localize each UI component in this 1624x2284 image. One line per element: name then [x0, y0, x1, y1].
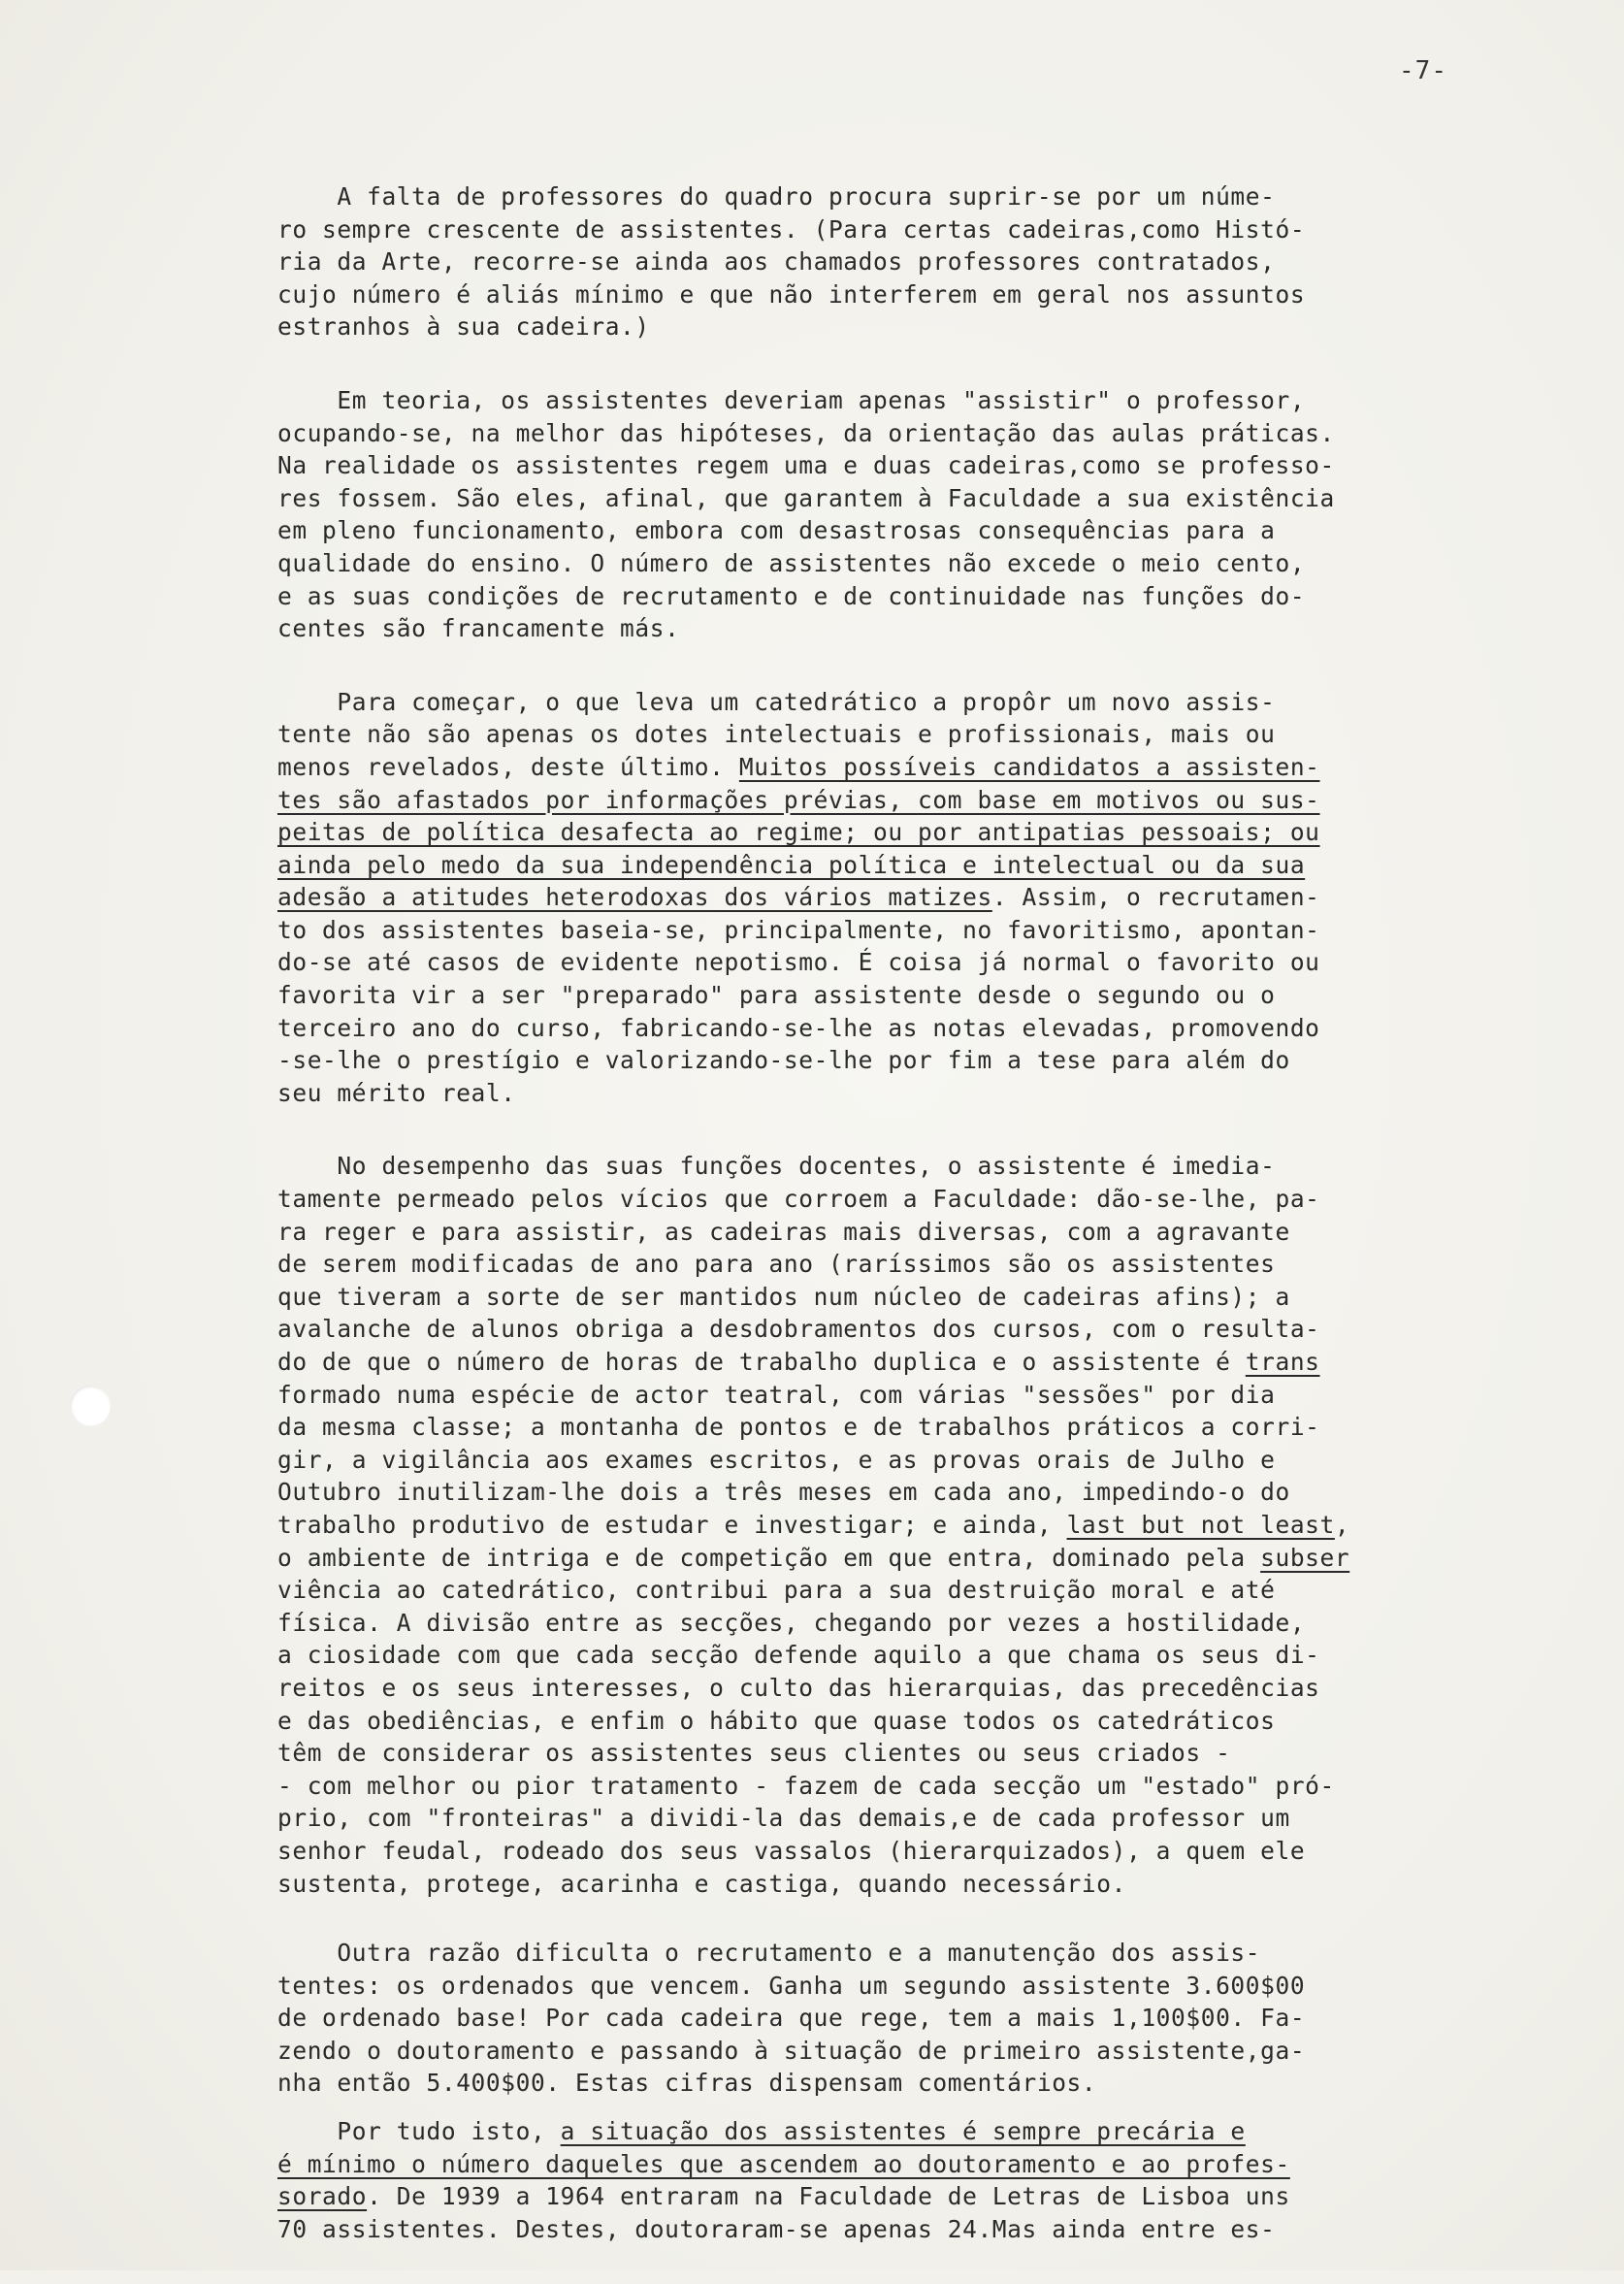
text-segment: . Assim, o recrutamen-	[991, 883, 1320, 912]
text-line	[277, 2115, 1529, 2148]
text-segment: avalanche de alunos obriga a desdobramentos dos cursos, com o resulta-	[277, 1315, 1320, 1344]
punch-hole	[70, 1386, 111, 1426]
underlined-text: tes são afastados por informações prévias, com base em motivos ou sus-	[277, 785, 1320, 814]
text-segment: - com melhor ou pior tratamento - fazem de cada secção um "estado" pró-	[277, 1771, 1335, 1800]
text-segment: to dos assistentes baseia-se, principalmente, no favoritismo, apontan-	[277, 915, 1320, 944]
text-line	[277, 2213, 1529, 2246]
underlined-text: subser	[1260, 1543, 1350, 1572]
text-line	[277, 686, 1529, 719]
underlined-text: é mínimo o número daqueles que ascendem ao doutoramento e ao profes-	[277, 2149, 1290, 2178]
text-line	[277, 1542, 1529, 1575]
text-segment: menos revelados, deste último.	[277, 752, 739, 781]
text-segment: . De 1939 a 1964 entraram na Faculdade de Letras de Lisboa uns	[367, 2182, 1290, 2211]
text-segment: gir, a vigilância aos exames escritos, e as provas orais de Julho e	[277, 1445, 1276, 1474]
underlined-text: trans	[1245, 1348, 1320, 1376]
text-line	[277, 1868, 1529, 1901]
text-line	[277, 245, 1529, 278]
text-line	[277, 2035, 1529, 2068]
text-segment: zendo o doutoramento e passando à situação de primeiro assistente,ga-	[277, 2036, 1306, 2065]
text-line	[277, 2180, 1529, 2213]
text-line	[277, 180, 1529, 213]
text-line	[277, 1737, 1529, 1770]
text-line	[277, 580, 1529, 613]
text-line	[277, 514, 1529, 547]
paragraph	[277, 1937, 1529, 2100]
text-line	[277, 482, 1529, 515]
text-segment: ro sempre crescente de assistentes. (Para certas cadeiras,como Histó-	[277, 214, 1306, 244]
text-segment: reitos e os seus interesses, o culto das hierarquias, das precedências	[277, 1673, 1320, 1702]
text-line	[277, 1509, 1529, 1542]
underlined-text: last but not least	[1066, 1510, 1335, 1539]
text-segment: qualidade do ensino. O número de assistentes não excede o meio cento,	[277, 548, 1306, 577]
text-segment: trabalho produtivo de estudar e investigar; e ainda,	[277, 1510, 1067, 1539]
text-segment: de serem modificadas de ano para ano (raríssimos são os assistentes	[277, 1250, 1276, 1279]
text-line	[277, 1012, 1529, 1045]
paragraph	[277, 180, 1529, 343]
text-line	[277, 1077, 1529, 1110]
text-line	[277, 449, 1529, 482]
text-segment: em pleno funcionamento, embora com desastrosas consequências para a	[277, 516, 1276, 545]
text-line	[277, 1672, 1529, 1705]
text-line	[277, 1937, 1529, 1970]
text-segment: da mesma classe; a montanha de pontos e de trabalhos práticos a corri-	[277, 1413, 1320, 1442]
underlined-text: ainda pelo medo da sua independência política e intelectual ou da sua	[277, 850, 1306, 879]
text-line	[277, 1444, 1529, 1477]
text-segment: que tiveram a sorte de ser mantidos num núcleo de cadeiras afins); a	[277, 1282, 1290, 1311]
text-line	[277, 1476, 1529, 1509]
text-segment: estranhos à sua cadeira.)	[277, 312, 650, 342]
text-line	[277, 1770, 1529, 1803]
text-segment: No desempenho das suas funções docentes, o assistente é imedia-	[277, 1152, 1276, 1181]
text-line	[277, 417, 1529, 450]
text-segment: sustenta, protege, acarinha e castiga, quando necessário.	[277, 1869, 1126, 1898]
text-segment: A falta de professores do quadro procura suprir-se por um núme-	[277, 182, 1276, 211]
text-segment: a ciosidade com que cada secção defende aquilo a que chama os seus di-	[277, 1641, 1320, 1670]
text-segment: Em teoria, os assistentes deveriam apenas "assistir" o professor,	[277, 385, 1306, 414]
text-segment: ria da Arte, recorre-se ainda aos chamados professores contratados,	[277, 247, 1276, 277]
text-line	[277, 2148, 1529, 2181]
underlined-text: peitas de política desafecta ao regime; ou por antipatias pessoais; ou	[277, 818, 1320, 847]
text-line	[277, 1281, 1529, 1314]
text-line	[277, 278, 1529, 311]
text-line	[277, 816, 1529, 849]
text-segment: Outra razão dificulta o recrutamento e a manutenção dos assis-	[277, 1939, 1261, 1968]
text-segment: res fossem. São eles, afinal, que garantem à Faculdade a sua existência	[277, 483, 1335, 512]
text-line	[277, 612, 1529, 645]
text-line	[277, 1705, 1529, 1738]
text-line	[277, 213, 1529, 246]
text-line	[277, 2067, 1529, 2100]
text-line	[277, 1044, 1529, 1077]
text-segment: viência ao catedrático, contribui para a sua destruição moral e até	[277, 1576, 1276, 1605]
text-segment: e das obediências, e enfim o hábito que quase todos os catedráticos	[277, 1706, 1276, 1735]
text-segment: Para começar, o que leva um catedrático a propôr um novo assis-	[277, 687, 1276, 716]
text-line	[277, 1411, 1529, 1444]
text-segment: do-se até casos de evidente nepotismo. É coisa já normal o favorito ou	[277, 948, 1320, 977]
text-segment: ra reger e para assistir, as cadeiras mais diversas, com a agravante	[277, 1217, 1290, 1246]
text-line	[277, 1248, 1529, 1281]
text-line	[277, 310, 1529, 343]
text-segment: terceiro ano do curso, fabricando-se-lhe as notas elevadas, promovendo	[277, 1013, 1320, 1042]
text-segment: tamente permeado pelos vícios que corroem a Faculdade: dão-se-lhe, pa-	[277, 1185, 1320, 1214]
text-line	[277, 718, 1529, 751]
paragraph	[277, 686, 1529, 1110]
paragraph	[277, 2115, 1529, 2245]
text-line	[277, 1607, 1529, 1640]
text-line	[277, 1216, 1529, 1249]
text-line	[277, 1379, 1529, 1412]
text-line	[277, 547, 1529, 580]
text-segment: centes são francamente más.	[277, 614, 680, 643]
text-line	[277, 979, 1529, 1012]
text-segment: de ordenado base! Por cada cadeira que rege, tem a mais 1,100$00. Fa-	[277, 2004, 1306, 2033]
text-line	[277, 946, 1529, 979]
text-segment: favorita vir a ser "preparado" para assistente desde o segundo ou o	[277, 981, 1276, 1010]
text-segment: o ambiente de intriga e de competição em que entra, dominado pela	[277, 1543, 1261, 1572]
text-segment: ocupando-se, na melhor das hipóteses, da orientação das aulas práticas.	[277, 418, 1335, 447]
text-line	[277, 1835, 1529, 1868]
text-segment: -se-lhe o prestígio e valorizando-se-lhe por fim a tese para além do	[277, 1046, 1290, 1075]
text-segment: tentes: os ordenados que vencem. Ganha um segundo assistente 3.600$00	[277, 1971, 1306, 2000]
text-segment: formado numa espécie de actor teatral, com várias "sessões" por dia	[277, 1380, 1276, 1409]
text-line	[277, 1970, 1529, 2003]
text-line	[277, 881, 1529, 914]
text-line	[277, 1313, 1529, 1346]
underlined-text: adesão a atitudes heterodoxas dos vários matizes	[277, 883, 992, 912]
text-segment: física. A divisão entre as secções, chegando por vezes a hostilidade,	[277, 1608, 1306, 1637]
text-segment: Na realidade os assistentes regem uma e duas cadeiras,como se professo-	[277, 451, 1335, 480]
underlined-text: sorado	[277, 2182, 368, 2211]
text-line	[277, 1574, 1529, 1607]
text-line	[277, 1346, 1529, 1379]
text-segment: senhor feudal, rodeado dos seus vassalos (hierarquizados), a quem ele	[277, 1836, 1306, 1865]
text-segment: do de que o número de horas de trabalho duplica e o assistente é	[277, 1348, 1246, 1376]
text-line	[277, 384, 1529, 417]
text-segment: 70 assistentes. Destes, doutoraram-se apenas 24.Mas ainda entre es-	[277, 2214, 1276, 2243]
text-line	[277, 784, 1529, 817]
text-line	[277, 1150, 1529, 1183]
text-segment: ,	[1334, 1510, 1350, 1539]
page-number: -7-	[1399, 56, 1447, 85]
text-line	[277, 849, 1529, 882]
text-segment: cujo número é aliás mínimo e que não interferem em geral nos assuntos	[277, 279, 1306, 309]
text-segment: Por tudo isto,	[277, 2117, 561, 2146]
text-segment: nha então 5.400$00. Estas cifras dispensam comentários.	[277, 2069, 1097, 2098]
text-segment: seu mérito real.	[277, 1078, 516, 1107]
paragraph	[277, 1150, 1529, 1900]
text-line	[277, 914, 1529, 947]
text-segment: e as suas condições de recrutamento e de continuidade nas funções do-	[277, 581, 1306, 610]
text-line	[277, 1802, 1529, 1835]
text-line	[277, 2002, 1529, 2035]
body-text	[277, 180, 1529, 2284]
text-line	[277, 1639, 1529, 1672]
text-segment: prio, com "fronteiras" a dividi-la das demais,e de cada professor um	[277, 1804, 1290, 1833]
underlined-text: Muitos possíveis candidatos a assisten-	[738, 752, 1320, 781]
text-line	[277, 1183, 1529, 1216]
paragraph	[277, 384, 1529, 645]
text-line	[277, 751, 1529, 784]
text-segment: têm de considerar os assistentes seus clientes ou seus criados -	[277, 1739, 1231, 1768]
text-segment: Outubro inutilizam-lhe dois a três meses em cada ano, impedindo-o do	[277, 1478, 1290, 1507]
underlined-text: a situação dos assistentes é sempre precária e	[560, 2117, 1246, 2146]
text-segment: tente não são apenas os dotes intelectuais e profissionais, mais ou	[277, 720, 1276, 749]
